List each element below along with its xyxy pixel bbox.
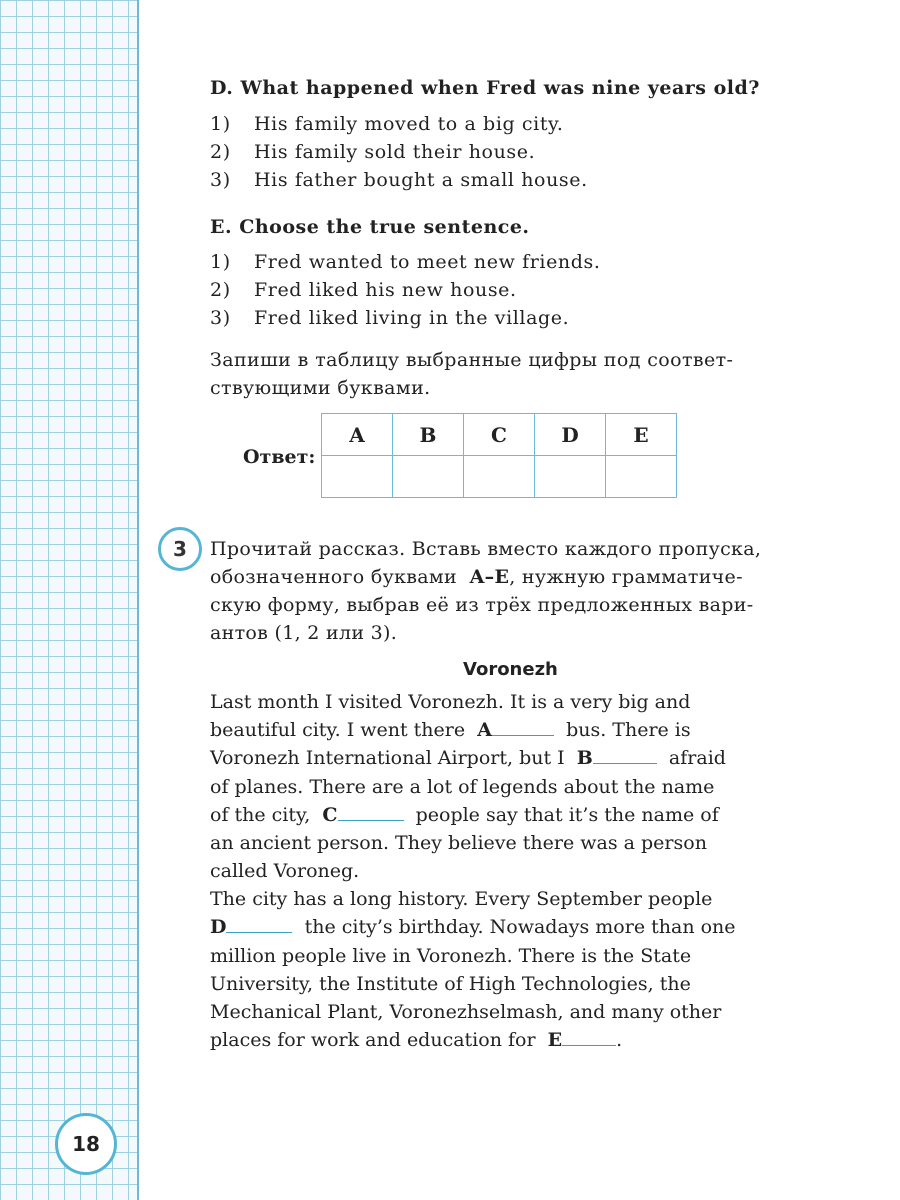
answer-cell-b[interactable]: [393, 456, 464, 498]
answer-label: Ответ:: [243, 446, 316, 468]
answer-input-row: [322, 456, 677, 498]
answer-table: [321, 413, 677, 498]
story-line: Voronezh International Airport, but I B afraid: [210, 747, 726, 769]
story-title: Voronezh: [463, 659, 558, 680]
grid-margin: [0, 0, 139, 1200]
question-e-option-2: 2) Fred liked his new house.: [210, 279, 517, 301]
answer-cell-c[interactable]: [464, 456, 535, 498]
story-line: million people live in Voronezh. There is the State: [210, 945, 692, 967]
story-line: places for work and education for E .: [210, 1029, 623, 1051]
task3-line-3: скую форму, выбрав её из трёх предложенных вари-: [210, 594, 754, 616]
gap-c-blank[interactable]: [338, 804, 404, 821]
answer-cell-e[interactable]: [606, 456, 677, 498]
task-number-badge: 3: [158, 527, 202, 571]
story-line: Mechanical Plant, Voronezhselmash, and many other: [210, 1001, 722, 1023]
task3-line-2: обозначенного буквами A–E, нужную грамматиче-: [210, 566, 743, 588]
story-line: of planes. There are a lot of legends about the name: [210, 776, 715, 798]
answer-header-c: C: [464, 414, 535, 456]
question-e-option-3: 3) Fred liked living in the village.: [210, 307, 570, 329]
gap-b-blank[interactable]: [593, 747, 657, 764]
task3-line-1: Прочитай рассказ. Вставь вместо каждого пропуска,: [210, 538, 762, 560]
question-d-option-3: 3) His father bought a small house.: [210, 169, 588, 191]
answer-header-a: A: [322, 414, 393, 456]
story-line: of the city, C people say that it’s the name of: [210, 804, 719, 826]
answer-header-e: E: [606, 414, 677, 456]
answer-header-b: B: [393, 414, 464, 456]
page-number-badge: 18: [55, 1113, 117, 1175]
question-e-title: E. Choose the true sentence.: [210, 216, 530, 238]
gap-e-blank[interactable]: [562, 1029, 616, 1046]
answer-cell-d[interactable]: [535, 456, 606, 498]
gap-d-blank[interactable]: [226, 916, 292, 933]
answer-cell-a[interactable]: [322, 456, 393, 498]
table-instruction-line-1: Запиши в таблицу выбранные цифры под соответ-: [210, 349, 734, 371]
story-line: The city has a long history. Every September people: [210, 888, 713, 910]
task3-line-4: антов (1, 2 или 3).: [210, 622, 398, 644]
story-line: D the city’s birthday. Nowadays more than one: [210, 916, 736, 938]
question-d-option-1: 1) His family moved to a big city.: [210, 113, 564, 135]
story-line: an ancient person. They believe there was a person: [210, 832, 707, 854]
story-line: University, the Institute of High Technologies, the: [210, 973, 691, 995]
story-line: Last month I visited Voronezh. It is a very big and: [210, 691, 691, 713]
gap-a-blank[interactable]: [492, 719, 554, 736]
question-d-option-2: 2) His family sold their house.: [210, 141, 536, 163]
question-e-option-1: 1) Fred wanted to meet new friends.: [210, 251, 601, 273]
question-d-title: D. What happened when Fred was nine years old?: [210, 77, 760, 99]
answer-header-row: [322, 414, 677, 456]
table-instruction-line-2: ствующими буквами.: [210, 377, 431, 399]
answer-header-d: D: [535, 414, 606, 456]
story-line: beautiful city. I went there A bus. There is: [210, 719, 691, 741]
story-line: called Voroneg.: [210, 860, 360, 882]
